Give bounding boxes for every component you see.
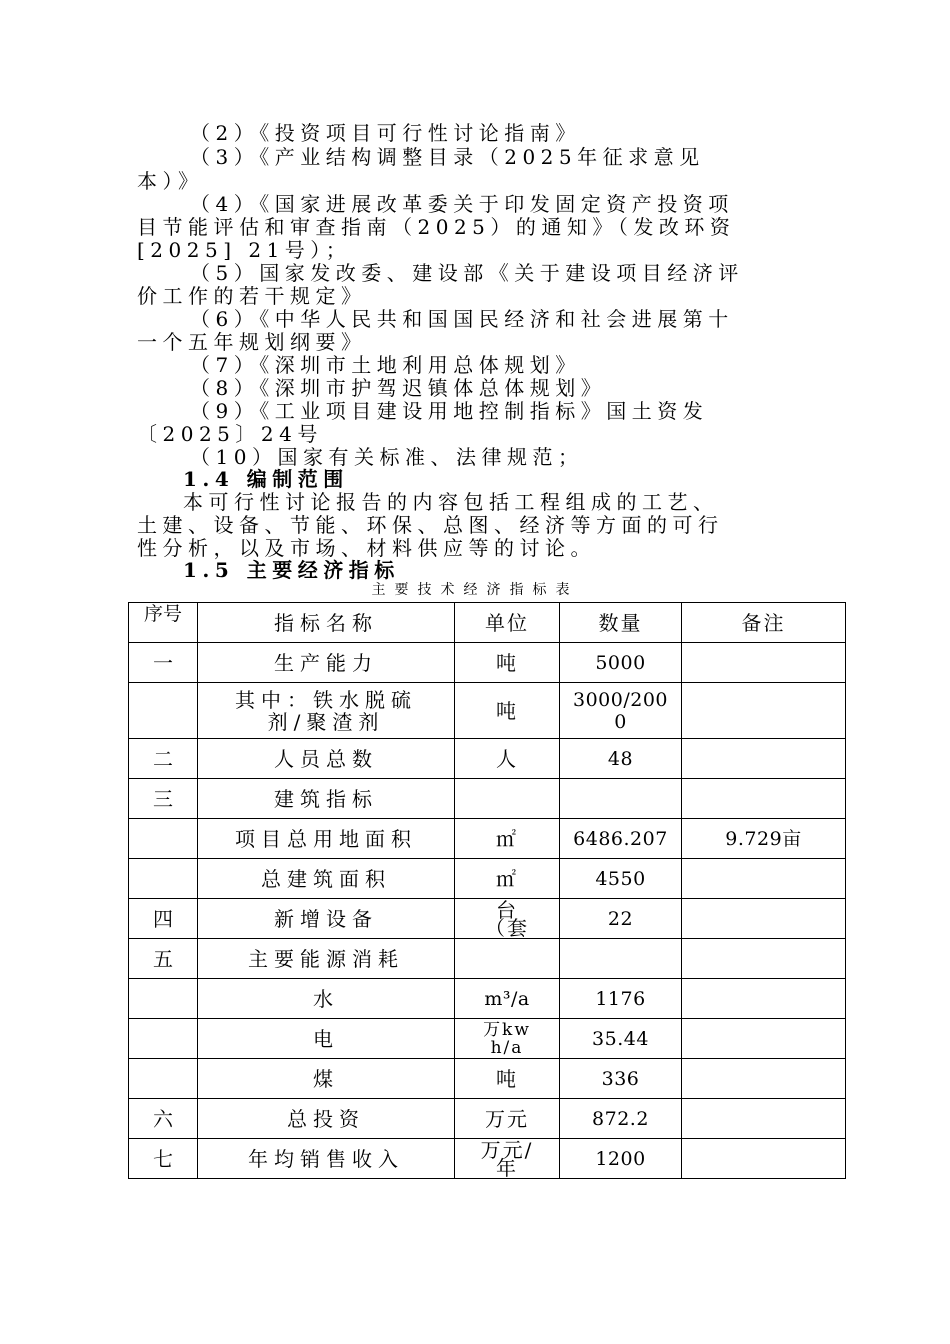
row-unit: 万kwh/a (455, 1019, 560, 1059)
row-remark (682, 859, 846, 899)
row-quantity: 1176 (560, 979, 682, 1019)
reference-item-4-cont: 目节能评估和审查指南（2025）的通知》（发改环资 (137, 215, 736, 239)
reference-item-3: （3）《产业结构调整目录（2025年征求意见 (190, 145, 705, 169)
reference-item-9: （9）《工业项目建设用地控制指标》国土资发 (190, 399, 709, 423)
row-index (129, 683, 198, 739)
row-index: 七 (129, 1139, 198, 1179)
row-remark (682, 739, 846, 779)
row-index (129, 859, 198, 899)
row-quantity: 872.2 (560, 1099, 682, 1139)
table-row (129, 899, 846, 939)
row-unit: m³/a (455, 979, 560, 1019)
table-caption: 主要技术经济指标表 (371, 582, 579, 598)
reference-item-5-cont: 价工作的若干规定》 (137, 284, 367, 308)
row-indicator: 建筑指标 (198, 779, 455, 819)
reference-item-4-cont2: [2025] 21号）； (137, 238, 352, 262)
row-remark (682, 1019, 846, 1059)
table-row (129, 939, 846, 979)
row-remark (682, 643, 846, 683)
reference-item-5: （5）国家发改委、建设部《关于建设项目经济评 (190, 261, 744, 285)
row-index: 二 (129, 739, 198, 779)
row-indicator: 水 (198, 979, 455, 1019)
row-index: 三 (129, 779, 198, 819)
row-indicator: 年均销售收入 (198, 1139, 455, 1179)
row-index: 六 (129, 1099, 198, 1139)
table-row (129, 1059, 846, 1099)
row-indicator: 总建筑面积 (198, 859, 455, 899)
header-remark: 备注 (682, 603, 846, 643)
row-unit: ㎡ (455, 819, 560, 859)
reference-item-9-cont: 〔2025〕24号 (137, 422, 323, 446)
row-index: 一 (129, 643, 198, 683)
reference-item-8: （8）《深圳市护驾迟镇体总体规划》 (190, 376, 607, 400)
row-unit: 人 (455, 739, 560, 779)
row-indicator: 项目总用地面积 (198, 819, 455, 859)
row-index: 四 (129, 899, 198, 939)
row-indicator: 其中：铁水脱硫剂/聚渣剂 (198, 683, 455, 739)
reference-item-7: （7）《深圳市土地利用总体规划》 (190, 353, 581, 377)
row-quantity: 6486.207 (560, 819, 682, 859)
row-remark (682, 899, 846, 939)
table-row (129, 1019, 846, 1059)
row-indicator: 煤 (198, 1059, 455, 1099)
reference-item-4: （4）《国家进展改革委关于印发固定资产投资项 (190, 192, 734, 216)
row-unit (455, 939, 560, 979)
row-unit: 万元/年 (455, 1139, 560, 1179)
row-remark (682, 1139, 846, 1179)
row-quantity: 3000/2000 (560, 683, 682, 739)
row-index (129, 1059, 198, 1099)
row-remark: 9.729亩 (682, 819, 846, 859)
row-indicator: 总投资 (198, 1099, 455, 1139)
row-unit (455, 779, 560, 819)
row-quantity: 48 (560, 739, 682, 779)
header-indicator-name: 指标名称 (198, 603, 455, 643)
table-row (129, 1139, 846, 1179)
header-unit: 单位 (455, 603, 560, 643)
row-remark (682, 1059, 846, 1099)
row-index (129, 979, 198, 1019)
row-quantity: 1200 (560, 1139, 682, 1179)
table-row (129, 779, 846, 819)
row-unit: 吨 (455, 1059, 560, 1099)
section-heading-1-4: 1.4 编制范围 (183, 467, 349, 491)
scope-paragraph-line-2: 土建、设备、节能、环保、总图、经济等方面的可行 (137, 513, 724, 537)
row-remark (682, 683, 846, 739)
row-remark (682, 779, 846, 819)
reference-item-6-cont: 一个五年规划纲要》 (137, 330, 367, 354)
table-row (129, 859, 846, 899)
table-row (129, 683, 846, 739)
row-quantity: 5000 (560, 643, 682, 683)
row-index (129, 1019, 198, 1059)
row-quantity (560, 779, 682, 819)
scope-paragraph-line-3: 性分析，以及市场、材料供应等的讨论。 (137, 536, 596, 560)
row-indicator: 生产能力 (198, 643, 455, 683)
table-header-row (129, 603, 846, 643)
table-row (129, 819, 846, 859)
row-indicator: 人员总数 (198, 739, 455, 779)
reference-item-3-cont: 本）》 (137, 169, 204, 193)
table-row (129, 1099, 846, 1139)
row-remark (682, 939, 846, 979)
row-quantity: 4550 (560, 859, 682, 899)
table-row (129, 979, 846, 1019)
table-row (129, 643, 846, 683)
row-quantity: 35.44 (560, 1019, 682, 1059)
row-quantity: 22 (560, 899, 682, 939)
row-indicator: 主要能源消耗 (198, 939, 455, 979)
header-quantity: 数量 (560, 603, 682, 643)
economic-indicators-table (128, 602, 846, 1179)
row-unit: 吨 (455, 683, 560, 739)
row-quantity (560, 939, 682, 979)
row-unit: ㎡ (455, 859, 560, 899)
row-remark (682, 979, 846, 1019)
row-unit: 万元 (455, 1099, 560, 1139)
header-index: 序号 (129, 603, 198, 643)
row-remark (682, 1099, 846, 1139)
row-index (129, 819, 198, 859)
reference-item-2: （2）《投资项目可行性讨论指南》 (190, 121, 581, 145)
row-unit: 台（套 (455, 899, 560, 939)
row-unit: 吨 (455, 643, 560, 683)
reference-item-6: （6）《中华人民共和国国民经济和社会进展第十 (190, 307, 734, 331)
reference-item-10: （10）国家有关标准、法律规范； (190, 445, 584, 469)
section-heading-1-5: 1.5 主要经济指标 (183, 558, 400, 582)
row-quantity: 336 (560, 1059, 682, 1099)
scope-paragraph-line-1: 本可行性讨论报告的内容包括工程组成的工艺、 (183, 490, 719, 514)
table-row (129, 739, 846, 779)
row-indicator: 新增设备 (198, 899, 455, 939)
row-indicator: 电 (198, 1019, 455, 1059)
row-index: 五 (129, 939, 198, 979)
